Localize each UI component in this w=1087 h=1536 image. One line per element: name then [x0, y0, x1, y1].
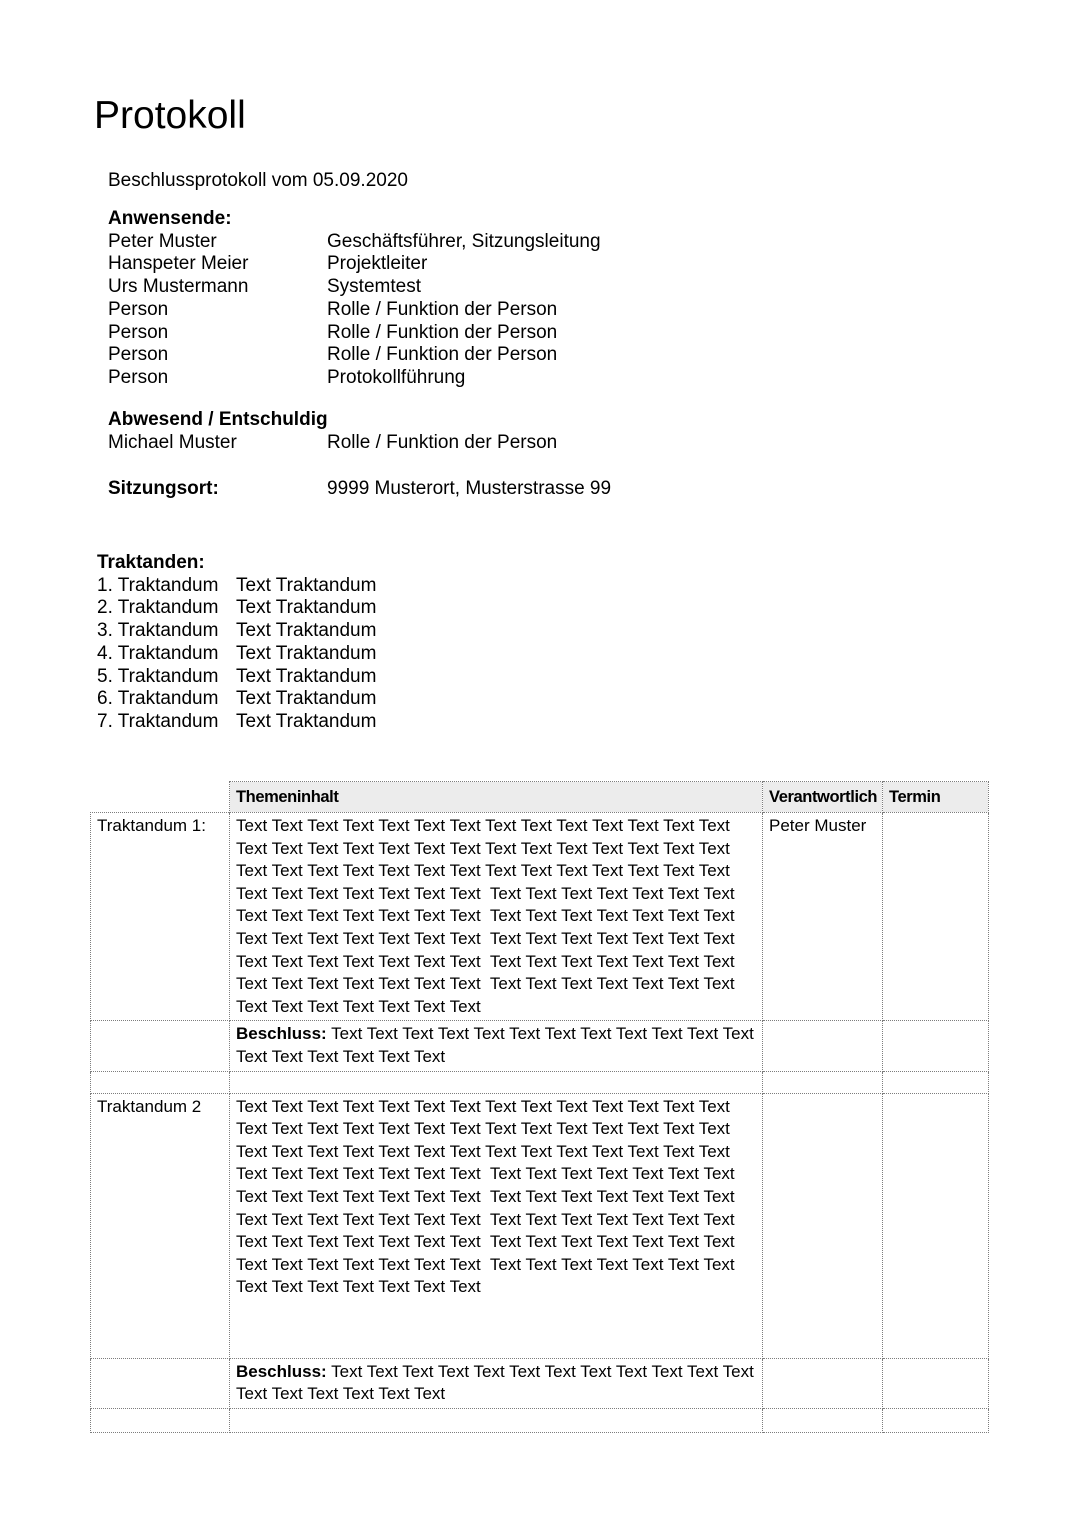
person-name: Peter Muster [108, 230, 217, 252]
agenda-item-text: Text Traktandum [236, 688, 377, 710]
agenda-section [97, 552, 376, 734]
list-item [108, 344, 601, 367]
person-name: Michael Muster [108, 431, 237, 453]
agenda-item-number: 4. Traktandum [97, 642, 219, 664]
content-cell [230, 813, 763, 1021]
spacer-cell [763, 1408, 883, 1432]
content-row-2 [91, 1093, 989, 1358]
content-line: Text Text Text Text Text Text Text Text Text Text Text Text Text Text [236, 928, 735, 948]
termin-cell [883, 1358, 989, 1408]
content-line: Text Text Text Text Text Text Text Text Text Text Text Text Text Text [236, 838, 730, 858]
responsible-cell [763, 1021, 883, 1071]
document-subtitle: Beschlussprotokoll vom 05.09.2020 [108, 170, 408, 191]
list-item [108, 367, 601, 390]
agenda-list [97, 575, 376, 734]
spacer-row [91, 1408, 989, 1432]
agenda-label-cell: Traktandum 1: [91, 813, 230, 1021]
meeting-location-row [108, 478, 611, 501]
content-line: Text Text Text Text Text Text Text [236, 996, 481, 1016]
content-line: Text Text Text Text Text Text Text Text Text Text Text Text Text Text [236, 1119, 730, 1139]
spacer-cell [883, 1071, 989, 1093]
absent-heading: Abwesend / Entschuldig [108, 409, 328, 430]
content-line: Text Text Text Text Text Text Text Text Text Text Text Text Text Text [236, 1232, 735, 1252]
protocol-table [90, 781, 989, 1433]
agenda-item-number: 2. Traktandum [97, 597, 219, 619]
agenda-heading: Traktanden: [97, 552, 205, 573]
attendees-heading: Anwensende: [108, 208, 232, 229]
list-item [97, 666, 376, 689]
agenda-label-cell [91, 1358, 230, 1408]
person-name: Person [108, 366, 169, 388]
absent-section [108, 409, 557, 454]
list-item [108, 322, 601, 345]
table-header-row [91, 782, 989, 813]
agenda-label-cell: Traktandum 2 [91, 1093, 230, 1358]
beschluss-line: Beschluss: Text Text Text Text Text Text Text Text Text Text Text Text [236, 1024, 754, 1044]
beschluss-row-1 [91, 1021, 989, 1071]
person-role: Systemtest [327, 276, 421, 298]
list-item [97, 688, 376, 711]
person-role: Geschäftsführer, Sitzungsleitung [327, 230, 601, 252]
spacer-row [91, 1071, 989, 1093]
person-role: Rolle / Funktion der Person [327, 298, 558, 320]
content-line: Text Text Text Text Text Text Text Text Text Text Text Text Text Text [236, 883, 735, 903]
beschluss-label: Beschluss: [236, 1024, 327, 1044]
beschluss-cell [230, 1358, 763, 1408]
termin-cell [883, 1093, 989, 1358]
spacer-cell [230, 1071, 763, 1093]
location-value: 9999 Musterort, Musterstrasse 99 [327, 478, 612, 499]
person-name: Person [108, 321, 169, 343]
list-item [97, 711, 376, 734]
content-cell [230, 1093, 763, 1358]
agenda-label-cell [91, 1021, 230, 1071]
content-line: Text Text Text Text Text Text Text Text Text Text Text Text Text Text [236, 1141, 730, 1161]
header-empty-cell [91, 782, 230, 813]
agenda-item-text: Text Traktandum [236, 642, 377, 664]
content-line: Text Text Text Text Text Text Text Text Text Text Text Text Text Text [236, 1254, 735, 1274]
beschluss-label: Beschluss: [236, 1361, 327, 1381]
person-role: Rolle / Funktion der Person [327, 344, 558, 366]
beschluss-line: Text Text Text Text Text Text [236, 1046, 446, 1066]
agenda-item-number: 3. Traktandum [97, 620, 219, 642]
responsible-cell: Peter Muster [763, 813, 883, 1021]
list-item [108, 231, 601, 254]
agenda-item-text: Text Traktandum [236, 597, 377, 619]
list-item [97, 597, 376, 620]
person-name: Person [108, 298, 169, 320]
attendees-list [108, 231, 601, 390]
spacer-cell [91, 1408, 230, 1432]
beschluss-cell [230, 1021, 763, 1071]
list-item [97, 620, 376, 643]
content-line: Text Text Text Text Text Text Text [236, 1277, 481, 1297]
person-name: Person [108, 344, 169, 366]
spacer-cell [883, 1408, 989, 1432]
beschluss-row-2 [91, 1358, 989, 1408]
person-role: Rolle / Funktion der Person [327, 321, 558, 343]
content-line: Text Text Text Text Text Text Text Text Text Text Text Text Text Text [236, 1186, 735, 1206]
agenda-item-number: 6. Traktandum [97, 688, 219, 710]
content-line: Text Text Text Text Text Text Text Text Text Text Text Text Text Text [236, 861, 730, 881]
content-line: Text Text Text Text Text Text Text Text Text Text Text Text Text Text [236, 816, 730, 835]
content-line: Text Text Text Text Text Text Text Text Text Text Text Text Text Text [236, 1096, 730, 1116]
content-line: Text Text Text Text Text Text Text Text Text Text Text Text Text Text [236, 951, 735, 971]
content-line: Text Text Text Text Text Text Text Text Text Text Text Text Text Text [236, 906, 735, 926]
beschluss-line: Beschluss: Text Text Text Text Text Text Text Text Text Text Text Text [236, 1361, 754, 1381]
agenda-item-text: Text Traktandum [236, 574, 377, 596]
list-item [108, 432, 557, 455]
list-item [108, 253, 601, 276]
list-item [97, 575, 376, 598]
absent-list [108, 432, 557, 455]
person-role: Protokollführung [327, 366, 466, 388]
agenda-item-number: 5. Traktandum [97, 665, 219, 687]
list-item [97, 643, 376, 666]
content-line: Text Text Text Text Text Text Text Text Text Text Text Text Text Text [236, 1209, 735, 1229]
content-line: Text Text Text Text Text Text Text Text Text Text Text Text Text Text [236, 1164, 735, 1184]
agenda-item-number: 1. Traktandum [97, 574, 219, 596]
attendees-section [108, 208, 601, 390]
spacer-cell [763, 1071, 883, 1093]
spacer-cell [91, 1071, 230, 1093]
page-title: Protokoll [94, 94, 246, 137]
termin-cell [883, 1021, 989, 1071]
termin-cell [883, 813, 989, 1021]
beschluss-line: Text Text Text Text Text Text [236, 1384, 446, 1404]
responsible-cell [763, 1358, 883, 1408]
person-name: Urs Mustermann [108, 276, 249, 298]
list-item [108, 276, 601, 299]
header-topic: Themeninhalt [230, 782, 763, 813]
responsible-cell [763, 1093, 883, 1358]
location-label: Sitzungsort: [108, 478, 219, 499]
header-due: Termin [883, 782, 989, 813]
agenda-item-text: Text Traktandum [236, 710, 377, 732]
content-line: Text Text Text Text Text Text Text Text Text Text Text Text Text Text [236, 974, 735, 994]
header-responsible: Verantwortlich [763, 782, 883, 813]
list-item [108, 299, 601, 322]
person-role: Rolle / Funktion der Person [327, 431, 558, 453]
agenda-item-text: Text Traktandum [236, 665, 377, 687]
person-name: Hanspeter Meier [108, 253, 249, 275]
person-role: Projektleiter [327, 253, 428, 275]
spacer-cell [230, 1408, 763, 1432]
agenda-item-text: Text Traktandum [236, 620, 377, 642]
agenda-item-number: 7. Traktandum [97, 710, 219, 732]
content-row-1 [91, 813, 989, 1021]
